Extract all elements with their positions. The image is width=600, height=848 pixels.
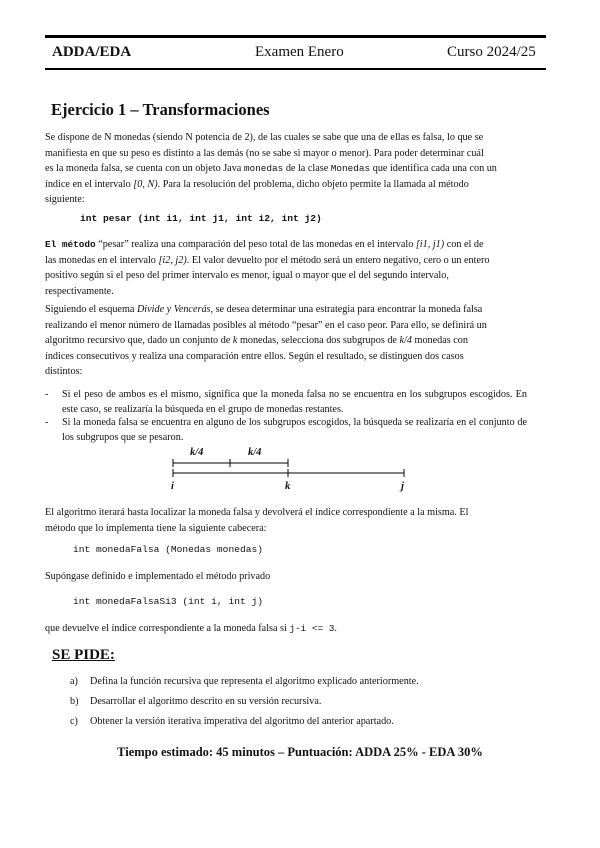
text-run: monedas, selecciona dos subgrupos de bbox=[237, 335, 400, 347]
paragraph-intro bbox=[45, 130, 527, 208]
math-interval: [i1, j1) bbox=[415, 239, 445, 250]
text-run: El método bbox=[45, 239, 96, 250]
header-course-code: ADDA/EDA bbox=[52, 44, 132, 60]
text-run: , se desea determinar una estrategia para encontrar la moneda falsa bbox=[210, 304, 483, 315]
exercise-title: Ejercicio 1 – Transformaciones bbox=[51, 100, 270, 119]
header-bottom-rule bbox=[45, 68, 546, 70]
text-run: que identifica cada una con un bbox=[370, 163, 497, 175]
bullet-dash: - bbox=[45, 417, 49, 428]
list-item bbox=[70, 676, 419, 687]
paragraph-line: método que lo implementa tiene la siguiente cabecera: bbox=[45, 522, 267, 534]
item-label: b) bbox=[70, 696, 79, 707]
text-run: índice en el intervalo bbox=[45, 178, 134, 190]
list-item bbox=[70, 696, 321, 707]
item-text: Defina la función recursiva que representa el algoritmo explicado anteriormente. bbox=[90, 676, 419, 687]
paragraph-line: positivo según si el peso del primer intervalo es menor, igual o mayor que el del segundo intervalo, bbox=[45, 270, 449, 282]
inline-code-condition: j-i <= 3 bbox=[289, 623, 335, 634]
diagram-label-k: k bbox=[285, 481, 291, 492]
math-interval: [i2, j2) bbox=[158, 254, 187, 266]
text-run: con el de bbox=[444, 239, 484, 250]
inline-code-monedas: monedas bbox=[243, 163, 284, 175]
header-exam-title: Examen Enero bbox=[255, 44, 344, 60]
paragraph-line: realizando el menor número de llamadas posibles al método “pesar” en el caso peor. Para ello, se definirá un bbox=[45, 319, 487, 331]
paragraph-line: siguiente: bbox=[45, 194, 85, 206]
paragraph-iteration bbox=[45, 505, 527, 536]
diagram-label-k4-second: k/4 bbox=[248, 447, 262, 458]
paragraph-line: manifiesta en que su peso es distinto a las demás (no se sabe si mayor o menor). Para poder determinar cuál bbox=[45, 147, 484, 159]
paragraph-line bbox=[45, 253, 527, 269]
list-item bbox=[70, 716, 394, 727]
header-academic-year: Curso 2024/25 bbox=[447, 44, 536, 60]
math-k4: k/4 bbox=[399, 335, 412, 347]
text-run: Siguiendo el esquema bbox=[45, 304, 137, 315]
item-text: Obtener la versión iterativa imperativa del algoritmo del anterior apartado. bbox=[90, 716, 394, 727]
text-run: . Para la resolución del problema, dicho objeto permite la llamada al método bbox=[157, 178, 469, 190]
paragraph-line bbox=[45, 302, 527, 318]
paragraph-line: El algoritmo iterará hasta localizar la moneda falsa y devolverá el índice correspondiente a la misma. El bbox=[45, 507, 469, 518]
bullet-text: Si la moneda falsa se encuentra en alguno de los subgrupos escogidos, la búsqueda se realizaría en el conjunto de los subgrupos que se pesaron. bbox=[62, 417, 527, 443]
paragraph-line: respectivamente. bbox=[45, 285, 114, 297]
text-run: monedas con bbox=[411, 335, 468, 347]
paragraph-strategy bbox=[45, 302, 527, 380]
item-label: a) bbox=[70, 676, 78, 687]
math-interval: [0, N) bbox=[133, 178, 158, 190]
text-run: las monedas en el intervalo bbox=[45, 254, 159, 266]
bullet-dash: - bbox=[45, 389, 49, 400]
paragraph-line bbox=[45, 237, 527, 253]
paragraph-line bbox=[45, 177, 527, 193]
time-and-score-footer: Tiempo estimado: 45 minutos – Puntuación: ADDA 25% - EDA 30% bbox=[117, 745, 483, 759]
paragraph-pesar-description bbox=[45, 237, 527, 299]
header-top-rule bbox=[45, 35, 546, 38]
text-run: es la moneda falsa, se cuenta con un objeto Java bbox=[45, 163, 244, 175]
paragraph-return bbox=[45, 621, 527, 637]
text-run: . El valor devuelto por el método será un entero negativo, cero o un entero bbox=[186, 254, 490, 266]
math-k: k bbox=[232, 335, 238, 347]
text-run: “pesar” realiza una comparación del peso total de las monedas en el intervalo bbox=[95, 239, 416, 250]
bullet-text: Si el peso de ambos es el mismo, significa que la moneda falsa no se encuentra en los subgrupos escogidos. En este caso, se realizaría la búsqueda en el grupo de monedas restantes. bbox=[62, 389, 527, 415]
paragraph-line: Se dispone de N monedas (siendo N potencia de 2), de las cuales se sabe que una de ellas es falsa, lo que se bbox=[45, 132, 484, 143]
item-label: c) bbox=[70, 716, 78, 727]
item-text: Desarrollar el algoritmo descrito en su versión recursiva. bbox=[90, 696, 322, 707]
text-run: que devuelve el índice correspondiente a la moneda falsa si bbox=[45, 623, 290, 634]
code-signature-pesar: int pesar (int i1, int j1, int i2, int j2) bbox=[80, 213, 322, 224]
se-pide-heading: SE PIDE: bbox=[52, 647, 115, 663]
paragraph-line: índices consecutivos y realiza una comparación entre ellos. Según el resultado, se distinguen dos casos bbox=[45, 350, 464, 362]
paragraph-private-method: Supóngase definido e implementado el método privado bbox=[45, 571, 271, 582]
paragraph-line: distintos: bbox=[45, 366, 83, 378]
code-signature-monedaFalsaSi3: int monedaFalsaSi3 (int i, int j) bbox=[73, 596, 263, 607]
text-run: de la clase bbox=[283, 163, 331, 175]
italic-term: Divide y Vencerás bbox=[136, 304, 211, 315]
paragraph-line bbox=[45, 333, 527, 349]
text-run: algoritmo recursivo que, dado un conjunto de bbox=[45, 335, 233, 347]
diagram-label-j: j bbox=[401, 481, 404, 492]
diagram-label-k4-first: k/4 bbox=[190, 447, 204, 458]
diagram-label-i: i bbox=[171, 481, 174, 492]
inline-code-class: Monedas bbox=[330, 163, 371, 175]
text-run: . bbox=[334, 623, 337, 634]
list-item bbox=[45, 388, 527, 417]
code-signature-monedaFalsa: int monedaFalsa (Monedas monedas) bbox=[73, 544, 263, 555]
paragraph-line bbox=[45, 161, 527, 177]
